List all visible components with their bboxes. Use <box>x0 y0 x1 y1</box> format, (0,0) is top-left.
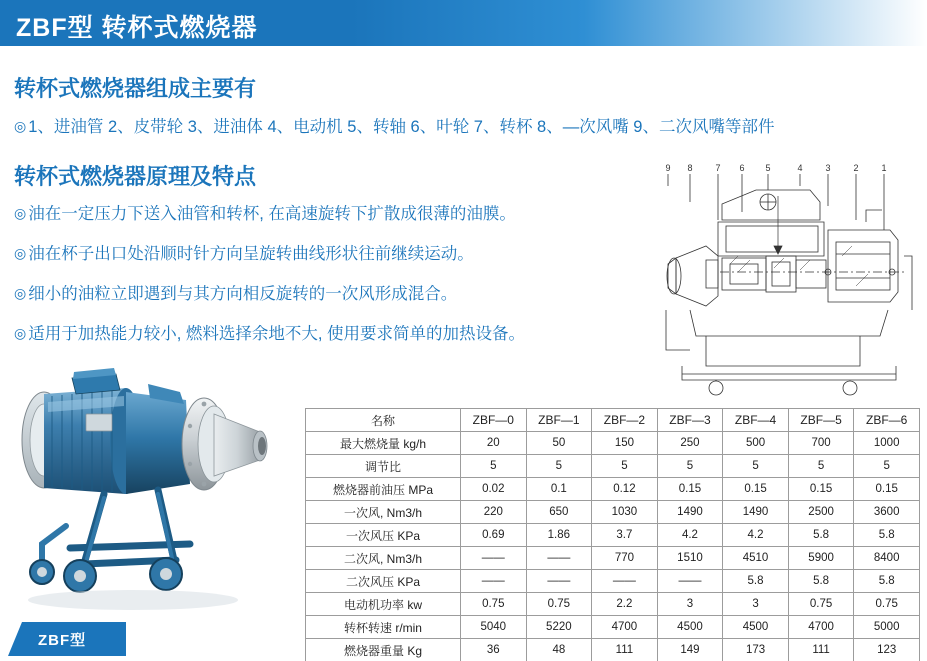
table-cell: 5 <box>526 455 592 478</box>
product-photo <box>8 348 298 618</box>
table-cell: 5000 <box>854 616 920 639</box>
table-cell: 4700 <box>788 616 854 639</box>
table-cell: 0.75 <box>461 593 527 616</box>
callout-8: 8 <box>687 163 693 173</box>
table-row <box>306 432 920 455</box>
table-cell: —— <box>526 570 592 593</box>
row-header-cell: 电动机功率 kw <box>306 593 461 616</box>
row-header-cell: 调节比 <box>306 455 461 478</box>
table-cell: 1000 <box>854 432 920 455</box>
table-cell: 5 <box>723 455 789 478</box>
table-cell: 5 <box>854 455 920 478</box>
table-cell: 4500 <box>723 616 789 639</box>
table-cell: 5 <box>592 455 658 478</box>
table-cell: 4500 <box>657 616 723 639</box>
table-cell: 5 <box>788 455 854 478</box>
row-header-cell: 二次风压 KPa <box>306 570 461 593</box>
table-cell: 5.8 <box>723 570 789 593</box>
table-cell: 3 <box>723 593 789 616</box>
callout-5: 5 <box>765 163 771 173</box>
composition-text <box>14 113 774 137</box>
table-cell: —— <box>461 570 527 593</box>
table-cell: 500 <box>723 432 789 455</box>
row-header-cell: 最大燃烧量 kg/h <box>306 432 461 455</box>
table-cell: 123 <box>854 639 920 661</box>
table-row <box>306 570 920 593</box>
table-cell: 2.2 <box>592 593 658 616</box>
table-cell: 1510 <box>657 547 723 570</box>
column-header-name: 名称 <box>306 409 461 432</box>
table-cell: 1490 <box>657 501 723 524</box>
row-header-cell: 燃烧器前油压 MPa <box>306 478 461 501</box>
bullet-icon: ◎ <box>14 118 27 134</box>
table-cell: 5900 <box>788 547 854 570</box>
table-header-row <box>306 409 920 432</box>
table-cell: 5.8 <box>854 570 920 593</box>
table-cell: 0.15 <box>788 478 854 501</box>
table-cell: 1490 <box>723 501 789 524</box>
table-cell: 20 <box>461 432 527 455</box>
callout-2: 2 <box>853 163 859 173</box>
header-bar <box>0 0 927 46</box>
table-cell: 0.12 <box>592 478 658 501</box>
table-row <box>306 455 920 478</box>
table-cell: 4510 <box>723 547 789 570</box>
composition-text-label: 1、进油管 2、皮带轮 3、进油体 4、电动机 5、转轴 6、叶轮 7、转杯 8、—次风嘴 9、二次风嘴等部件 <box>28 118 775 136</box>
row-header-cell: 一次风压 KPa <box>306 524 461 547</box>
row-header-cell: 一次风, Nm3/h <box>306 501 461 524</box>
table-cell: 0.69 <box>461 524 527 547</box>
table-cell: 50 <box>526 432 592 455</box>
principle-point-2-label: 油在杯子出口处沿顺时针方向呈旋转曲线形状往前继续运动。 <box>28 245 474 263</box>
table-cell: 0.1 <box>526 478 592 501</box>
spec-table-wrapper <box>305 408 920 661</box>
table-row <box>306 524 920 547</box>
table-cell: 149 <box>657 639 723 661</box>
spec-table <box>305 408 920 661</box>
principle-point-1 <box>14 200 516 224</box>
column-header-model: ZBF—6 <box>854 409 920 432</box>
principle-point-3-label: 细小的油粒立即遇到与其方向相反旋转的一次风形成混合。 <box>28 285 458 303</box>
table-cell: 150 <box>592 432 658 455</box>
column-header-model: ZBF—5 <box>788 409 854 432</box>
table-row <box>306 593 920 616</box>
table-row <box>306 501 920 524</box>
table-cell: 111 <box>788 639 854 661</box>
table-cell: —— <box>526 547 592 570</box>
callout-7: 7 <box>715 163 721 173</box>
table-row <box>306 639 920 661</box>
table-cell: —— <box>461 547 527 570</box>
callout-6: 6 <box>739 163 745 173</box>
table-cell: 5.8 <box>788 570 854 593</box>
table-cell: 3.7 <box>592 524 658 547</box>
table-cell: 0.15 <box>657 478 723 501</box>
bullet-icon: ◎ <box>14 205 27 221</box>
tab-label: ZBF型 <box>38 632 87 649</box>
table-row <box>306 478 920 501</box>
table-cell: 5.8 <box>788 524 854 547</box>
table-cell: 173 <box>723 639 789 661</box>
table-cell: 250 <box>657 432 723 455</box>
column-header-model: ZBF—0 <box>461 409 527 432</box>
callout-4: 4 <box>797 163 803 173</box>
table-cell: 5 <box>461 455 527 478</box>
bullet-icon: ◎ <box>14 245 27 261</box>
table-cell: 36 <box>461 639 527 661</box>
table-cell: 5220 <box>526 616 592 639</box>
principle-point-4-label: 适用于加热能力较小, 燃料选择余地不大, 使用要求简单的加热设备。 <box>28 325 526 343</box>
table-cell: 2500 <box>788 501 854 524</box>
table-cell: 700 <box>788 432 854 455</box>
table-cell: 5.8 <box>854 524 920 547</box>
principle-point-1-label: 油在一定压力下送入油管和转杯, 在高速旋转下扩散成很薄的油膜。 <box>28 205 516 223</box>
bullet-icon: ◎ <box>14 285 27 301</box>
table-cell: 5 <box>657 455 723 478</box>
table-cell: 8400 <box>854 547 920 570</box>
table-cell: —— <box>592 570 658 593</box>
principle-heading: 转杯式燃烧器原理及特点 <box>14 164 257 189</box>
table-cell: 650 <box>526 501 592 524</box>
column-header-model: ZBF—1 <box>526 409 592 432</box>
row-header-cell: 二次风, Nm3/h <box>306 547 461 570</box>
table-cell: 4700 <box>592 616 658 639</box>
table-cell: 1030 <box>592 501 658 524</box>
principle-point-2 <box>14 240 474 264</box>
column-header-model: ZBF—2 <box>592 409 658 432</box>
column-header-model: ZBF—4 <box>723 409 789 432</box>
table-cell: 0.75 <box>788 593 854 616</box>
table-cell: 0.15 <box>854 478 920 501</box>
table-cell: 3600 <box>854 501 920 524</box>
table-cell: 3 <box>657 593 723 616</box>
column-header-model: ZBF—3 <box>657 409 723 432</box>
table-cell: 4.2 <box>723 524 789 547</box>
composition-heading: 转杯式燃烧器组成主要有 <box>14 76 257 101</box>
table-cell: —— <box>657 570 723 593</box>
table-cell: 0.75 <box>854 593 920 616</box>
table-cell: 0.15 <box>723 478 789 501</box>
burner-cross-section-drawing <box>660 160 922 400</box>
principle-point-3 <box>14 280 457 304</box>
callout-3: 3 <box>825 163 831 173</box>
page-title: ZBF型 转杯式燃烧器 <box>16 14 258 42</box>
callout-1: 1 <box>881 163 887 173</box>
table-cell: 220 <box>461 501 527 524</box>
bullet-icon: ◎ <box>14 325 27 341</box>
table-cell: 4.2 <box>657 524 723 547</box>
callout-9: 9 <box>665 163 671 173</box>
table-cell: 48 <box>526 639 592 661</box>
table-cell: 0.75 <box>526 593 592 616</box>
table-cell: 5040 <box>461 616 527 639</box>
row-header-cell: 燃烧器重量 Kg <box>306 639 461 661</box>
table-cell: 111 <box>592 639 658 661</box>
table-cell: 770 <box>592 547 658 570</box>
row-header-cell: 转杯转速 r/min <box>306 616 461 639</box>
table-row <box>306 547 920 570</box>
principle-point-4 <box>14 320 525 344</box>
product-tab <box>8 622 126 656</box>
table-cell: 0.02 <box>461 478 527 501</box>
table-cell: 1.86 <box>526 524 592 547</box>
table-row <box>306 616 920 639</box>
